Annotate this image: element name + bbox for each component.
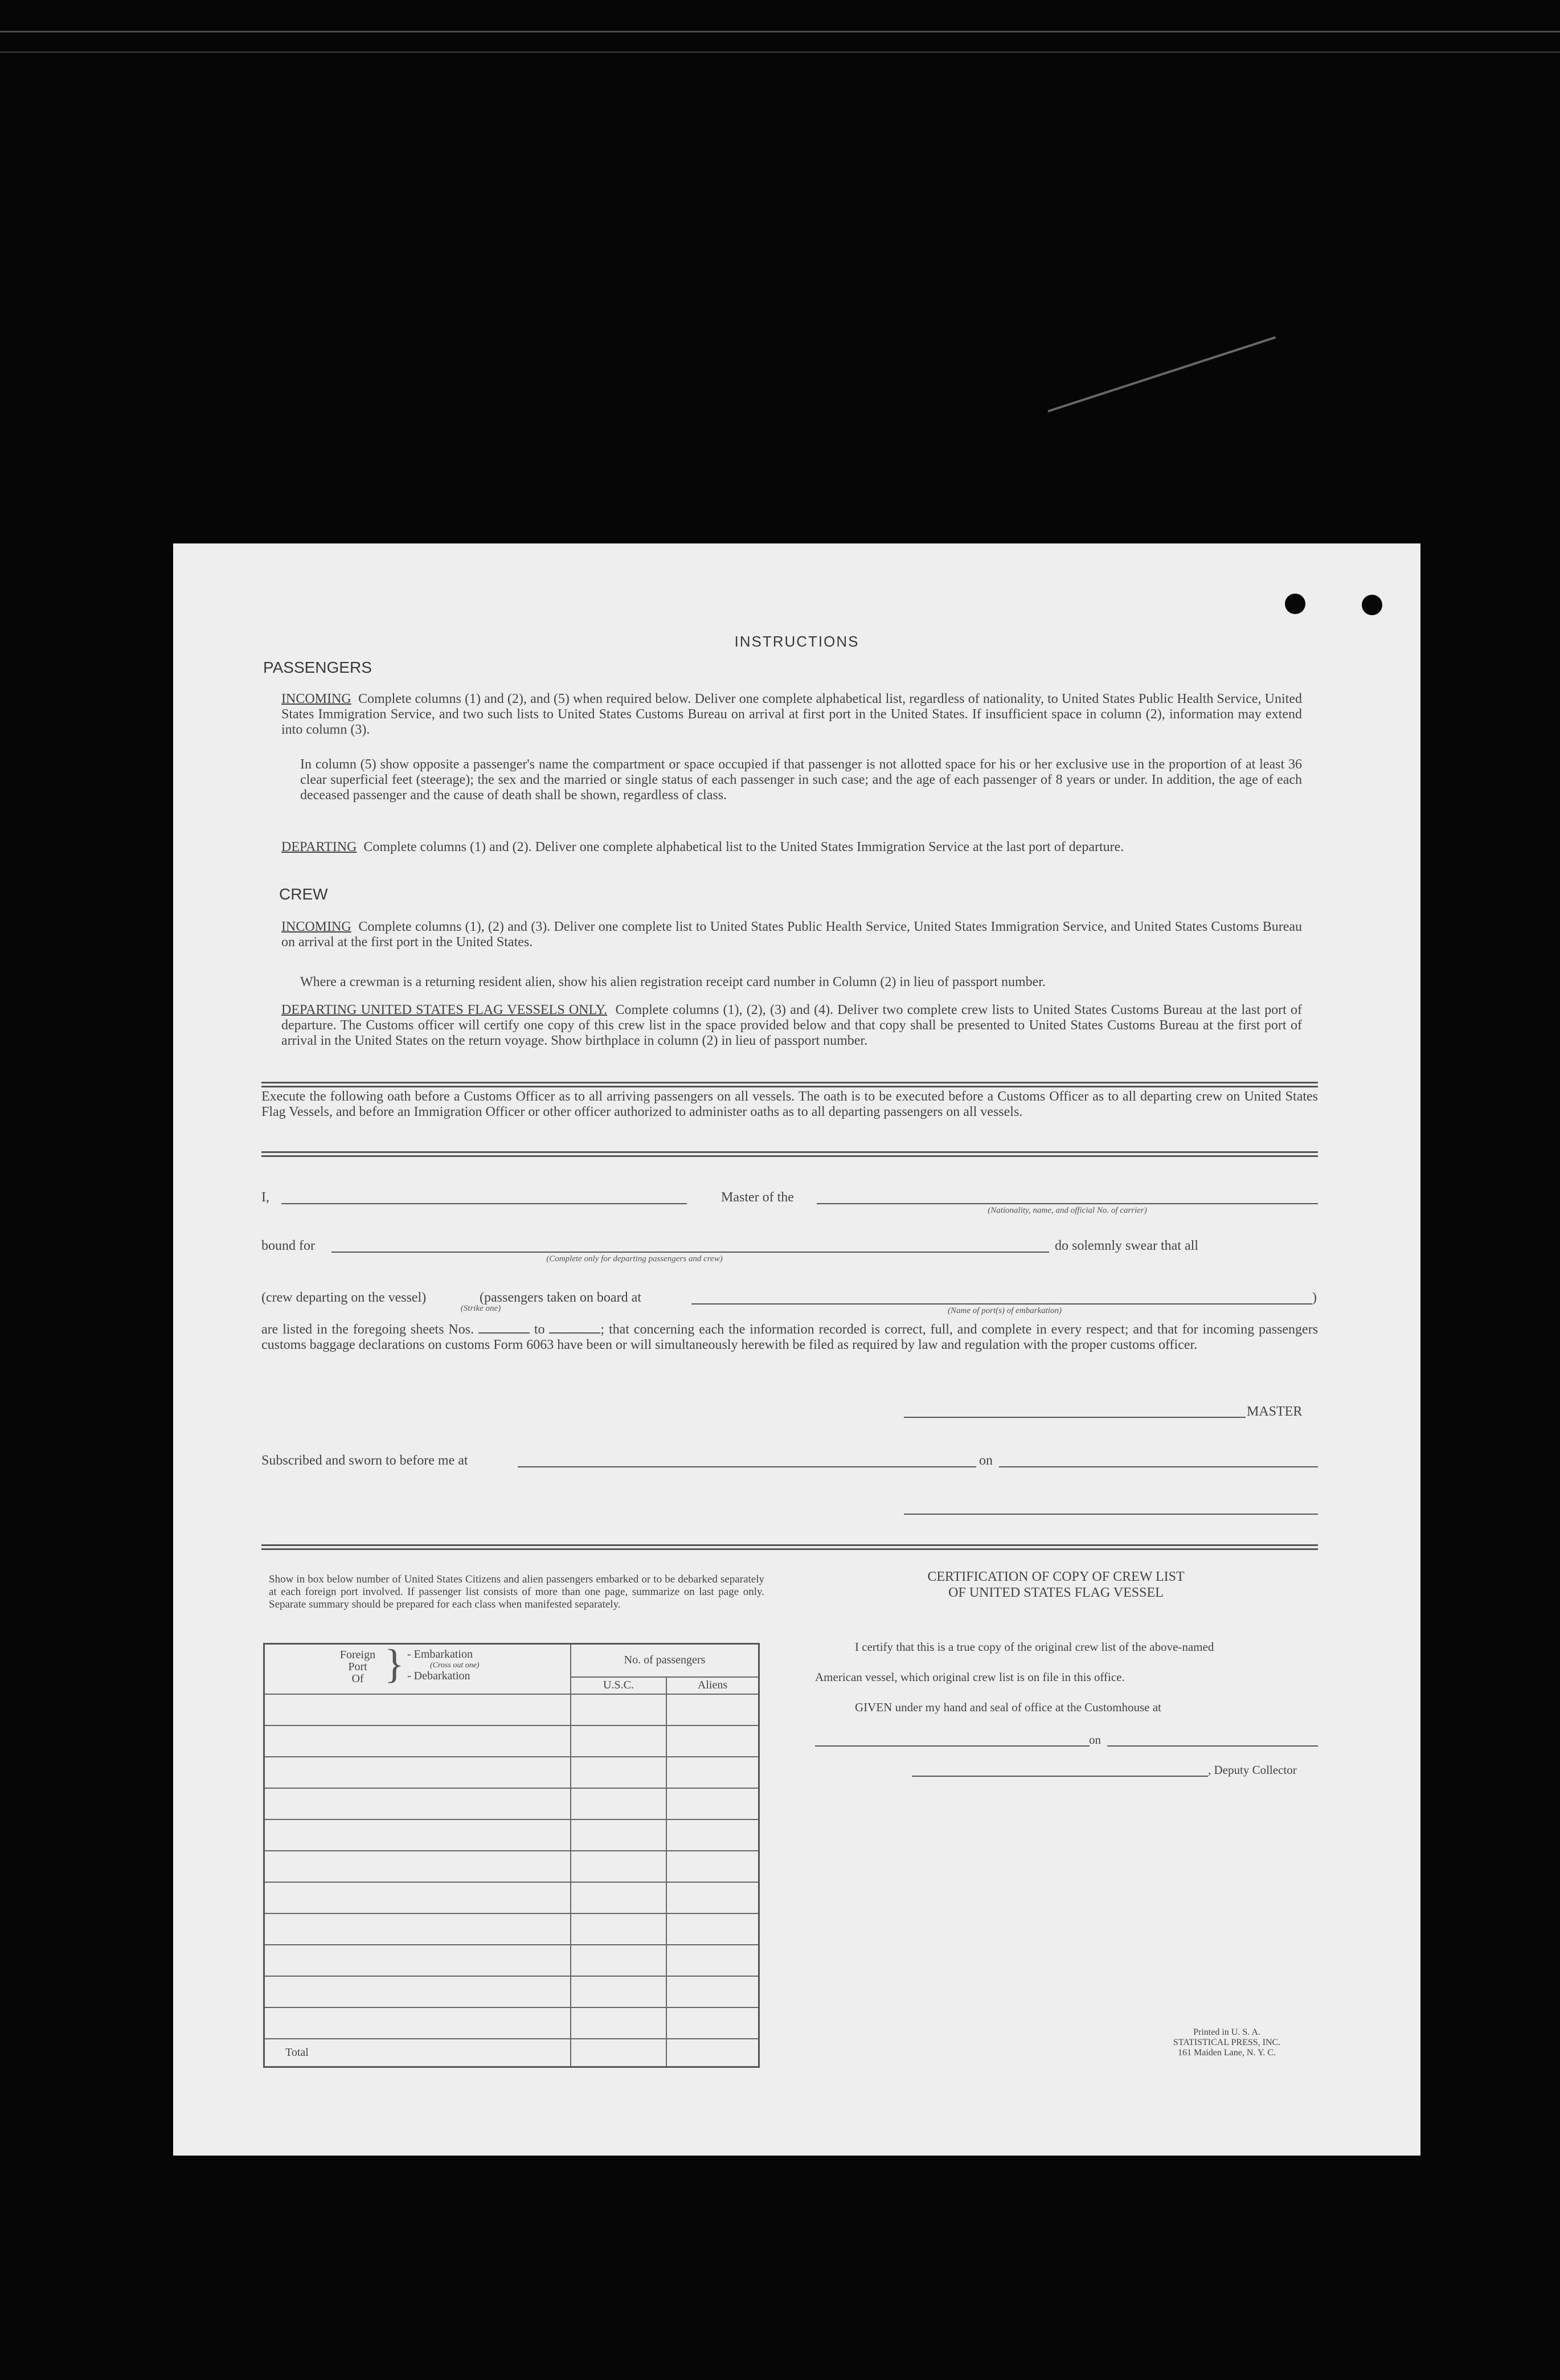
- divider-oath: [261, 1151, 1318, 1153]
- crew-heading: CREW: [279, 885, 328, 903]
- summary-aliens-cell[interactable]: [666, 1945, 759, 1976]
- table-row: [264, 1913, 759, 1945]
- table-row: [264, 2007, 759, 2039]
- summary-port-cell[interactable]: [264, 1819, 571, 1851]
- of-word: Of: [351, 1672, 364, 1685]
- total-label: Total: [264, 2039, 571, 2067]
- summary-usc-cell[interactable]: [571, 1851, 666, 1882]
- summary-aliens-cell[interactable]: [666, 1882, 759, 1913]
- passengers-incoming-label: INCOMING: [281, 692, 351, 706]
- passengers-departing-text: Complete columns (1) and (2). Deliver one complete alphabetical list to the United States Immigration Service at the last port of departure.: [363, 840, 1124, 854]
- bound-for-caption: (Complete only for departing passengers and crew): [546, 1254, 723, 1263]
- summary-note: Show in box below number of United States Citizens and alien passengers embarked or to be debarked separately at each foreign port involved. If passenger list consists of more than one page, summarize on last page only. Separate summary should be prepared for each class when manifested separately.: [269, 1573, 764, 1610]
- oath-i-label: I,: [261, 1190, 269, 1205]
- film-edge-line-second: [0, 51, 1560, 53]
- deputy-collector-label: , Deputy Collector: [1208, 1763, 1297, 1777]
- film-edge-line-top: [0, 31, 1560, 32]
- crew-departing-paragraph: [281, 1003, 1302, 1049]
- total-aliens-cell[interactable]: [666, 2039, 759, 2067]
- passengers-departing-label: DEPARTING: [281, 840, 357, 854]
- sworn-on-label: on: [979, 1453, 993, 1468]
- passengers-incoming-text: Complete columns (1) and (2), and (5) when required below. Deliver one complete alphabetical list, regardless of nationality, to United States Public Health Service, United States Immigration Service, and two such lists to United States Customs Bureau on arrival at first port in the United States. If insufficient space in column (2), information may extend into column (3).: [281, 692, 1302, 737]
- crew-departing-option[interactable]: (crew departing on the vessel): [261, 1290, 427, 1305]
- no-of-passengers-header: No. of passengers: [571, 1644, 759, 1677]
- table-row: [264, 1757, 759, 1788]
- swear-text: do solemnly swear that all: [1055, 1238, 1198, 1253]
- printer-imprint: [1113, 2027, 1341, 2058]
- certify-line2: American vessel, which original crew list is on file in this office.: [815, 1670, 1125, 1684]
- summary-port-cell[interactable]: [264, 1976, 571, 2007]
- instructions-title: INSTRUCTIONS: [734, 633, 859, 650]
- table-row: [264, 1851, 759, 1882]
- passengers-incoming-paragraph: [281, 692, 1302, 738]
- crew-resident-paragraph: Where a crewman is a returning resident alien, show his alien registration receipt card number in Column (2) in lieu of passport number.: [300, 975, 1046, 989]
- total-row: [264, 2039, 759, 2067]
- listed-to-text: to: [534, 1322, 545, 1337]
- crew-incoming-label: INCOMING: [281, 919, 351, 934]
- table-row: [264, 1945, 759, 1976]
- crew-incoming-paragraph: [281, 919, 1302, 950]
- table-row: [264, 1725, 759, 1757]
- sworn-place-field[interactable]: [518, 1466, 976, 1467]
- summary-header-row: [264, 1644, 759, 1677]
- cross-out-caption: (Cross out one): [430, 1661, 480, 1670]
- summary-usc-cell[interactable]: [571, 1788, 666, 1819]
- summary-aliens-cell[interactable]: [666, 1788, 759, 1819]
- master-label: MASTER: [1247, 1404, 1303, 1419]
- aliens-header: Aliens: [666, 1677, 759, 1694]
- oath-intro: Execute the following oath before a Customs Officer as to all arriving passengers on all vessels. The oath is to be executed before a Customs Officer as to all departing crew on United States Flag Vessels, and before an Immigration Officer or other officer authorized to administer oaths as to all departing passengers on all vessels.: [261, 1089, 1318, 1119]
- divider-bottom: [261, 1544, 1318, 1546]
- foreign-port-of-label: [332, 1649, 383, 1685]
- table-row: [264, 1976, 759, 2007]
- master-of-the-label: Master of the: [721, 1190, 794, 1205]
- sheet-from-field[interactable]: [478, 1322, 530, 1334]
- officer-signature-field[interactable]: [904, 1514, 1318, 1515]
- summary-port-cell[interactable]: [264, 1913, 571, 1945]
- crew-incoming-text: Complete columns (1), (2) and (3). Deliver one complete list to United States Public Health Service, United States Immigration Service, and United States Customs Bureau on arrival at the first port in the United States.: [281, 919, 1303, 950]
- cert-date-field[interactable]: [1107, 1745, 1318, 1747]
- port-word: Port: [348, 1661, 367, 1673]
- divider-bottom-2: [261, 1548, 1318, 1550]
- summary-usc-cell[interactable]: [571, 1725, 666, 1757]
- deputy-signature-field[interactable]: [912, 1776, 1208, 1777]
- punch-hole-left: [1285, 594, 1305, 614]
- certification-title-line1: CERTIFICATION OF COPY OF CREW LIST: [927, 1569, 1185, 1584]
- crew-departing-label: DEPARTING UNITED STATES FLAG VESSELS ONLY.: [281, 1003, 607, 1017]
- crew-departing-text: Complete columns (1), (2), (3) and (4). Deliver two complete crew lists to United States Customs Bureau at the last port of departure. The Customs officer will certify one copy of this crew list in the space provided below and that copy shall be presented to United States Customs Bureau at the first port of arrival in the United States on the return voyage. Show birthplace in column (2) in lieu of passport number.: [281, 1003, 1302, 1048]
- divider-oath-2: [261, 1155, 1318, 1157]
- summary-usc-cell[interactable]: [571, 1694, 666, 1725]
- summary-usc-cell[interactable]: [571, 1945, 666, 1976]
- summary-port-cell[interactable]: [264, 1725, 571, 1757]
- table-row: [264, 1788, 759, 1819]
- passengers-heading: PASSENGERS: [263, 659, 372, 676]
- passengers-taken-option[interactable]: (passengers taken on board at: [480, 1290, 641, 1305]
- column5-paragraph: In column (5) show opposite a passenger's name the compartment or space occupied if that passenger is not allotted space for his or her exclusive use in the proportion of at least 36 clear superficial feet (steerage); the sex and the married or single status of each passenger in such case; and the age of each passenger of 8 years or under. In addition, the age of each deceased passenger and the cause of death shall be shown, regardless of class.: [300, 757, 1302, 803]
- summary-aliens-cell[interactable]: [666, 1694, 759, 1725]
- summary-port-cell[interactable]: [264, 1694, 571, 1725]
- strike-one-caption: (Strike one): [460, 1304, 501, 1313]
- printer-line2: STATISTICAL PRESS, INC.: [1173, 2038, 1281, 2047]
- close-paren: ): [1312, 1290, 1317, 1305]
- brace-icon: }: [384, 1641, 404, 1687]
- listed-pre-text: are listed in the foregoing sheets Nos.: [261, 1322, 474, 1337]
- printer-line1: Printed in U. S. A.: [1193, 2027, 1260, 2037]
- summary-usc-cell[interactable]: [571, 1913, 666, 1945]
- summary-port-cell[interactable]: [264, 1788, 571, 1819]
- sworn-date-field[interactable]: [999, 1466, 1318, 1467]
- form-page: [173, 543, 1420, 2156]
- embarkation-label: - Embarkation: [407, 1648, 473, 1661]
- total-usc-cell[interactable]: [571, 2039, 666, 2067]
- foreign-word: Foreign: [339, 1649, 376, 1661]
- listed-paragraph: [261, 1322, 1318, 1353]
- certification-title-line2: OF UNITED STATES FLAG VESSEL: [948, 1585, 1164, 1600]
- carrier-field[interactable]: [817, 1203, 1318, 1204]
- summary-usc-cell[interactable]: [571, 1882, 666, 1913]
- summary-aliens-cell[interactable]: [666, 1757, 759, 1788]
- embarkation-caption: (Name of port(s) of embarkation): [948, 1306, 1062, 1315]
- summary-usc-cell[interactable]: [571, 1757, 666, 1788]
- summary-aliens-cell[interactable]: [666, 1976, 759, 2007]
- divider-top: [261, 1082, 1318, 1083]
- certify-line1: I certify that this is a true copy of the original crew list of the above-named: [855, 1640, 1214, 1654]
- divider-top-2: [261, 1086, 1318, 1087]
- given-text: GIVEN under my hand and seal of office at the Customhouse at: [855, 1700, 1161, 1714]
- table-row: [264, 1882, 759, 1913]
- port-header-cell: [264, 1641, 571, 1694]
- bound-for-field[interactable]: [331, 1252, 1049, 1253]
- summary-usc-cell[interactable]: [571, 1976, 666, 2007]
- usc-header: U.S.C.: [571, 1677, 666, 1694]
- subscribed-label: Subscribed and sworn to before me at: [261, 1453, 468, 1468]
- table-row: [264, 1819, 759, 1851]
- summary-aliens-cell[interactable]: [666, 1913, 759, 1945]
- summary-aliens-cell[interactable]: [666, 1851, 759, 1882]
- certification-title: [800, 1569, 1312, 1601]
- summary-usc-cell[interactable]: [571, 2007, 666, 2039]
- debarkation-label: - Debarkation: [407, 1670, 470, 1682]
- summary-port-cell[interactable]: [264, 1882, 571, 1913]
- master-name-field[interactable]: [281, 1203, 687, 1204]
- summary-body: [264, 1694, 759, 2039]
- summary-aliens-cell[interactable]: [666, 1819, 759, 1851]
- embarkation-option: [407, 1649, 480, 1682]
- sheet-to-field[interactable]: [549, 1322, 600, 1334]
- nationality-caption: (Nationality, name, and official No. of carrier): [988, 1206, 1147, 1215]
- summary-aliens-cell[interactable]: [666, 1725, 759, 1757]
- customhouse-field[interactable]: [815, 1745, 1090, 1747]
- punch-hole-right: [1362, 595, 1382, 615]
- listed-rest-text: ; that concerning each the information recorded is correct, full, and complete in every respect; and that for incoming passengers customs baggage declarations on customs Form 6063 have been or will simultaneously herewith be filed as required by law and regulation with the proper customs officer.: [261, 1322, 1319, 1352]
- summary-port-cell[interactable]: [264, 1851, 571, 1882]
- cert-on-label: on: [1089, 1733, 1101, 1747]
- summary-aliens-cell[interactable]: [666, 2007, 759, 2039]
- film-scratch: [1047, 336, 1276, 412]
- printer-line3: 161 Maiden Lane, N. Y. C.: [1178, 2048, 1276, 2058]
- summary-port-cell[interactable]: [264, 1757, 571, 1788]
- passenger-summary-table: [263, 1643, 760, 2068]
- passengers-departing-paragraph: [281, 840, 1302, 855]
- table-row: [264, 1694, 759, 1725]
- summary-usc-cell[interactable]: [571, 1819, 666, 1851]
- summary-port-cell[interactable]: [264, 2007, 571, 2039]
- embarkation-port-field[interactable]: [691, 1303, 1312, 1304]
- summary-port-cell[interactable]: [264, 1945, 571, 1976]
- bound-for-label: bound for: [261, 1238, 315, 1253]
- master-signature-field[interactable]: [904, 1417, 1246, 1418]
